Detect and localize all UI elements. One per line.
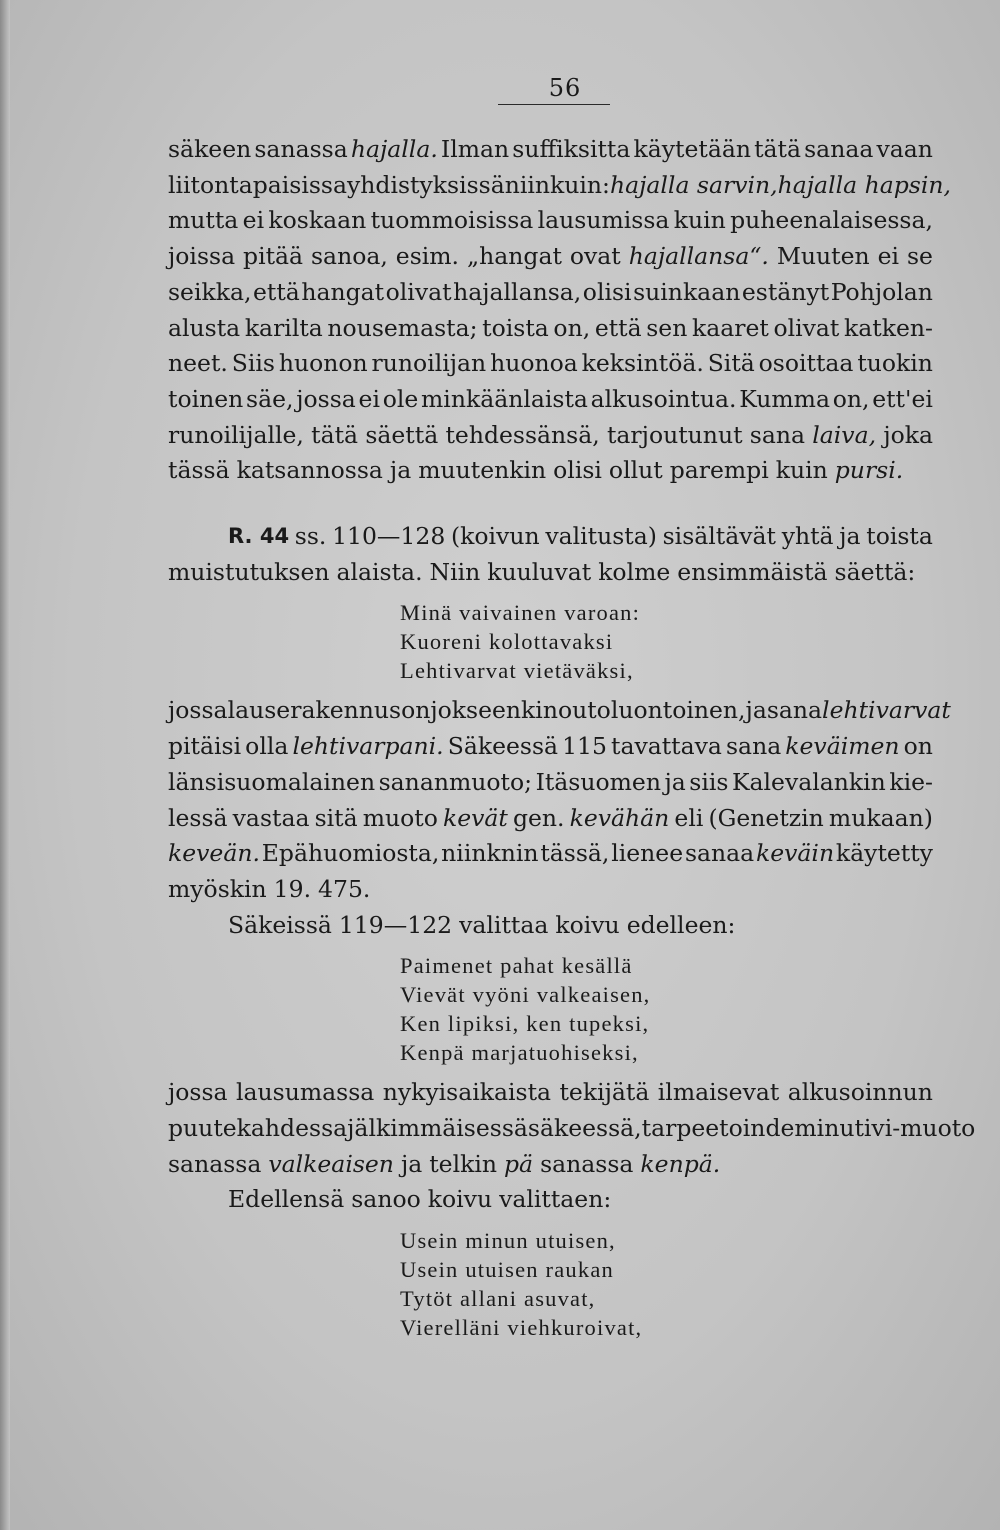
word: lausumassa: [236, 1078, 375, 1107]
word: toista: [482, 313, 549, 342]
word: gen.: [512, 803, 565, 832]
verse-line: Ken lipiksi, ken tupeksi,: [400, 1011, 650, 1037]
word: tätä: [754, 135, 802, 163]
word: sanassa: [540, 1149, 634, 1178]
word: joka: [883, 420, 933, 449]
emphasis-word: lehtivarpani.: [292, 732, 444, 761]
word: Siis: [231, 349, 275, 378]
word: Niin: [429, 557, 481, 586]
paragraph-gap: [168, 489, 933, 519]
word: myöskin: [168, 874, 267, 903]
word: säkeen: [168, 135, 252, 163]
word: lausumissa: [537, 206, 670, 235]
emphasis-word: laiva,: [812, 420, 877, 449]
word: kolme: [598, 557, 671, 586]
word: olivat: [385, 277, 452, 306]
word: lienee: [611, 839, 684, 868]
emphasis-word: lehtivarvat: [822, 696, 951, 725]
word: suinkaan: [633, 277, 741, 306]
word: huonon: [278, 349, 368, 378]
word: säettä: [365, 420, 439, 449]
verse-gap: [168, 943, 933, 951]
word: esim.: [395, 242, 460, 271]
word: 19.: [273, 874, 312, 903]
word: tässä: [168, 456, 230, 485]
text-line: [168, 836, 933, 872]
word: toista: [866, 522, 933, 551]
word: ja: [400, 1149, 423, 1178]
word: neet.: [168, 349, 228, 378]
verse-line: Usein minun utuisen,: [400, 1228, 616, 1254]
text-line: [168, 203, 933, 239]
word: Kalevalankin: [731, 767, 886, 796]
word: alusta: [168, 313, 241, 342]
word: kahdessa: [236, 1114, 348, 1143]
word: ensimmäistä: [677, 557, 828, 586]
word: Säkeessä: [447, 732, 559, 761]
word: joissa: [168, 242, 236, 271]
text-line: [168, 693, 951, 729]
word: 475.: [318, 874, 371, 903]
word: säkeessä,: [527, 1114, 642, 1143]
word: nykyisaikaista: [382, 1078, 552, 1107]
word: mutta: [168, 206, 239, 235]
text-line: [168, 908, 933, 944]
word: Pohjolan: [830, 277, 933, 306]
verse-block-3: [168, 1226, 933, 1342]
text-line: [168, 872, 933, 908]
word: valitusta): [545, 522, 657, 551]
word: keksintöä.: [581, 349, 704, 378]
word: kuin: [775, 456, 828, 485]
word: koivu: [555, 910, 620, 939]
word: hajallansa,: [453, 277, 582, 306]
word: muistutuksen: [168, 557, 330, 586]
word: ollut: [608, 456, 663, 485]
word: sisältävät: [662, 522, 776, 551]
paragraph-1: [168, 132, 951, 489]
word: estänyt: [741, 277, 830, 306]
word: koskaan: [268, 206, 367, 235]
word: se: [906, 242, 933, 271]
emphasis-word: kevähän: [569, 803, 670, 832]
verse-gap: [168, 1218, 933, 1226]
word: Kumma: [739, 384, 830, 413]
word: jossa: [168, 696, 228, 725]
text-line: [168, 1147, 933, 1183]
section-reference: R. 44: [228, 524, 290, 549]
word: (koivun: [451, 522, 540, 551]
word: liitontapaisissa: [168, 170, 348, 199]
word: muutenkin: [418, 456, 547, 485]
word: valittaen:: [499, 1185, 612, 1214]
word: sanoa,: [311, 242, 388, 271]
word: yhdistyksissä: [347, 170, 505, 199]
word: lessä: [168, 803, 228, 832]
word: parempi: [669, 456, 769, 485]
emphasis-word: hajalla.: [350, 135, 438, 163]
word: sanaa: [804, 135, 874, 163]
verse-line: Kenpä marjatuohiseksi,: [400, 1040, 639, 1066]
page-number: 56: [548, 74, 582, 102]
word: puute: [168, 1114, 237, 1143]
paragraph-5: [168, 1075, 976, 1182]
word: ja: [745, 696, 767, 725]
text-line: [168, 168, 951, 204]
text-line: [168, 132, 933, 168]
emphasis-word: keveän.: [168, 839, 260, 868]
word: seikka,: [168, 277, 252, 306]
word: käytetty: [835, 839, 933, 868]
word: Muuten: [776, 242, 870, 271]
verse-gap: [168, 685, 933, 693]
word: sana: [766, 696, 823, 725]
word: suffiksitta: [512, 135, 631, 163]
text-line: [168, 1075, 933, 1111]
paragraph-3: [168, 693, 951, 907]
word: 110—128: [332, 522, 446, 551]
word: tekijätä: [559, 1078, 650, 1107]
word: olisi: [582, 277, 632, 306]
emphasis-word: hajallansa“.: [628, 242, 769, 271]
word: sanoo: [351, 1185, 421, 1214]
text-line: [168, 239, 933, 275]
text-line: [168, 1111, 976, 1147]
word: lauserakennus: [227, 696, 402, 725]
word: katken-: [844, 313, 933, 342]
text-line: [168, 1182, 933, 1218]
word: toinen: [168, 384, 244, 413]
word: pitäisi: [168, 732, 242, 761]
word: yhtä: [781, 522, 834, 551]
word: säe,: [246, 384, 294, 413]
word: kuin: [673, 206, 726, 235]
word: edelleen:: [626, 910, 736, 939]
text-line: [168, 765, 933, 801]
emphasis-word: pursi.: [834, 456, 904, 485]
word: ja: [389, 456, 412, 485]
word: tätä: [311, 420, 359, 449]
word: on,: [553, 313, 591, 342]
paragraph-6: [168, 1182, 933, 1218]
word: ei: [877, 242, 900, 271]
word: outoluontoinen,: [557, 696, 746, 725]
verse-block-2: [168, 951, 933, 1067]
verse-line: Vierelläni viehkuroivat,: [400, 1315, 643, 1341]
paragraph-4: [168, 908, 933, 944]
verse-line: Minä vaivainen varoan:: [400, 600, 641, 626]
text-line: [168, 418, 933, 454]
word: sanaa: [684, 839, 755, 868]
verse-line: Vievät vyöni valkeaisen,: [400, 982, 651, 1008]
word: huonoa: [490, 349, 578, 378]
verse-gap: [168, 590, 933, 598]
word: alkusointua.: [590, 384, 737, 413]
word: että: [252, 277, 300, 306]
emphasis-word: hajalla sarvin,: [609, 170, 778, 199]
word: jossa: [296, 384, 356, 413]
word: tavattava: [611, 732, 722, 761]
word: kaaret: [691, 313, 769, 342]
word: jokseenkin: [430, 696, 558, 725]
word: että: [594, 313, 642, 342]
word: ole: [382, 384, 419, 413]
word: Itäsuomen: [535, 767, 661, 796]
word: telkin: [429, 1149, 497, 1178]
verse-gap: [168, 1067, 933, 1075]
word: tässä,: [540, 839, 610, 868]
verse-line: Lehtivarvat vietäväksi,: [400, 658, 634, 684]
word: länsisuomalainen: [168, 767, 376, 796]
text-line: [168, 555, 933, 591]
text-line: [168, 346, 933, 382]
word: eli: [674, 803, 704, 832]
emphasis-word: pä: [504, 1149, 534, 1178]
word: „hangat: [466, 242, 562, 271]
word: sitä: [314, 803, 358, 832]
word: kie-: [889, 767, 933, 796]
verse-line: Tytöt allani asuvat,: [400, 1286, 596, 1312]
word: hangat: [301, 277, 385, 306]
word: on,: [832, 384, 870, 413]
word: niinkuin:: [504, 170, 610, 199]
word: sananmuoto;: [378, 767, 533, 796]
emphasis-word: valkeaisen: [268, 1149, 394, 1178]
word: tarpeetoin: [641, 1114, 766, 1143]
text-line: [168, 311, 933, 347]
word: Epähuomiosta,: [261, 839, 440, 868]
word: säettä:: [834, 557, 916, 586]
word: 119—122: [338, 910, 453, 939]
word: kuuluvat: [487, 557, 592, 586]
word: puheenalaisessa,: [730, 206, 933, 235]
word: katsannossa: [236, 456, 383, 485]
word: runoilijan: [371, 349, 487, 378]
word: olisi: [553, 456, 602, 485]
word: olivat: [773, 313, 840, 342]
word: ja: [664, 767, 686, 796]
word: ss.: [294, 522, 327, 551]
emphasis-word: kenpä.: [640, 1149, 721, 1178]
word: tuommoisissa: [370, 206, 534, 235]
word: ilmaisevat: [657, 1078, 780, 1107]
word: tarjoutunut: [606, 420, 743, 449]
emphasis-word: keväin: [756, 839, 835, 868]
word: valittaa: [459, 910, 549, 939]
word: Ilman: [440, 135, 510, 163]
word: minkäänlaista: [421, 384, 588, 413]
text-line: [168, 519, 933, 555]
text-line: [168, 382, 933, 418]
word: olla: [245, 732, 289, 761]
word: ovat: [569, 242, 621, 271]
word: vaan: [876, 135, 933, 163]
word: jälkimmäisessä: [347, 1114, 528, 1143]
word: jossa: [168, 1078, 228, 1107]
word: Sitä: [707, 349, 755, 378]
word: sana: [726, 732, 782, 761]
word: vastaa: [232, 803, 310, 832]
word: ett'ei: [872, 384, 933, 413]
word: sanassa: [254, 135, 348, 163]
word: on: [903, 732, 933, 761]
word: sen: [646, 313, 688, 342]
verse-line: Kuoreni kolottavaksi: [400, 629, 614, 655]
verse-line: Usein utuisen raukan: [400, 1257, 614, 1283]
word: 115: [562, 732, 607, 761]
page-edge-shadow: [0, 0, 10, 1530]
word: alkusoinnun: [787, 1078, 933, 1107]
word: muoto: [362, 803, 438, 832]
word: käytetään: [633, 135, 751, 163]
text-line: [168, 729, 933, 765]
word: sana: [749, 420, 805, 449]
word: osoittaa: [758, 349, 854, 378]
verse-line: Paimenet pahat kesällä: [400, 953, 633, 979]
word: sanassa: [168, 1149, 262, 1178]
word: ei: [242, 206, 265, 235]
emphasis-word: kevät: [442, 803, 508, 832]
word: niinknin: [441, 839, 539, 868]
word: karilta: [244, 313, 323, 342]
text-line: [168, 453, 933, 489]
page-number-rule: [498, 104, 610, 105]
word: tuokin: [857, 349, 933, 378]
word: runoilijalle,: [168, 420, 304, 449]
emphasis-word: hajalla hapsin,: [777, 170, 951, 199]
word: nousemasta;: [327, 313, 478, 342]
word: koivu: [427, 1185, 493, 1214]
word: tehdessänsä,: [445, 420, 600, 449]
text-line: [168, 275, 933, 311]
word: deminutivi-muoto: [765, 1114, 976, 1143]
word: on: [401, 696, 431, 725]
word: Säkeissä: [228, 910, 332, 939]
word: (Genetzin: [708, 803, 824, 832]
emphasis-word: keväimen: [785, 732, 900, 761]
word: mukaan): [828, 803, 933, 832]
paragraph-2: [168, 519, 933, 590]
verse-block-1: [168, 598, 933, 685]
word: pitää: [243, 242, 304, 271]
page-body: [168, 132, 976, 1342]
word: alaista.: [336, 557, 423, 586]
word: siis: [689, 767, 729, 796]
word: Edellensä: [228, 1185, 345, 1214]
word: ja: [839, 522, 861, 551]
word: ei: [358, 384, 380, 413]
text-line: [168, 801, 933, 837]
